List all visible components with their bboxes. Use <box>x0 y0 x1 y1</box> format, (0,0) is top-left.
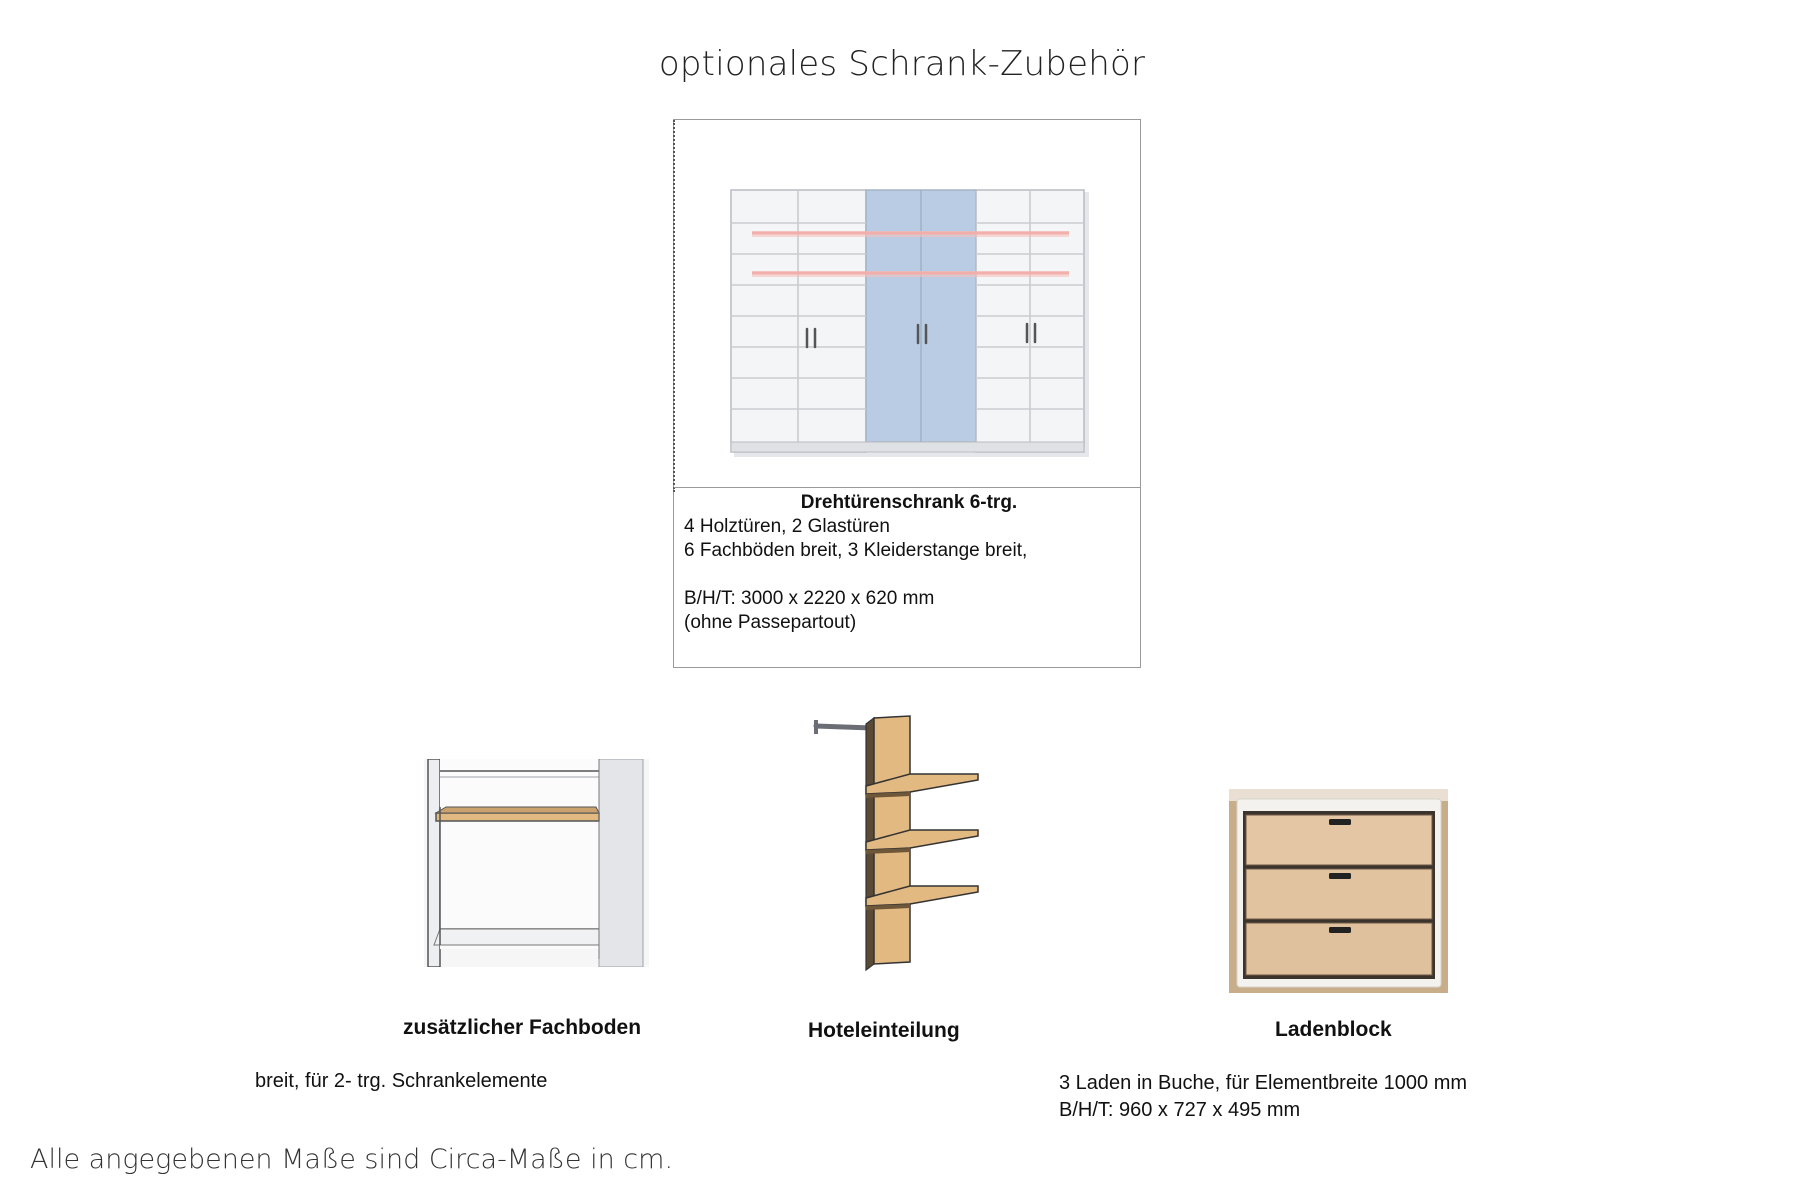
hotel-divider-image <box>810 714 985 974</box>
wardrobe-title: Drehtürenschrank 6-trg. <box>800 492 1018 513</box>
wardrobe-card <box>673 119 1141 668</box>
drawer-block-image <box>1229 789 1448 993</box>
drawer-block-description-line2: B/H/T: 960 x 727 x 495 mm <box>1059 1099 1301 1121</box>
wardrobe-dimensions: B/H/T: 3000 x 2220 x 620 mm <box>684 588 935 609</box>
extra-shelf-image <box>424 759 649 967</box>
wardrobe-shelves: 6 Fachböden breit, 3 Kleiderstange breit, <box>684 540 1028 561</box>
footer-note: Alle angegebenen Maße sind Circa-Maße in cm. <box>30 1144 674 1175</box>
page-title: optionales Schrank-Zubehör <box>658 44 1146 84</box>
wardrobe-note: (ohne Passepartout) <box>684 612 857 633</box>
wardrobe-image <box>674 120 1140 488</box>
drawer-block-description-line1: 3 Laden in Buche, für Elementbreite 1000 mm <box>1059 1072 1468 1094</box>
hotel-divider-label: Hoteleinteilung <box>808 1019 960 1042</box>
wardrobe-doors: 4 Holztüren, 2 Glastüren <box>684 516 890 537</box>
extra-shelf-label: zusätzlicher Fachboden <box>403 1016 642 1039</box>
wardrobe-caption <box>684 490 1134 635</box>
drawer-block-label: Ladenblock <box>1275 1018 1392 1041</box>
wardrobe-image-area <box>674 120 1140 488</box>
extra-shelf-description: breit, für 2- trg. Schrankelemente <box>255 1070 548 1092</box>
